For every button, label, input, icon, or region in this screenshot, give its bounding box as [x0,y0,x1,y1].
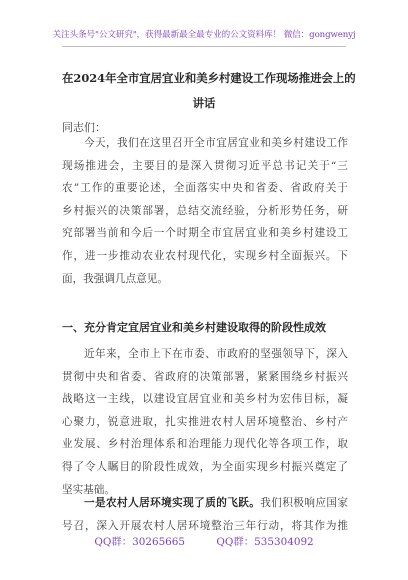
paragraph-line [62,492,348,515]
paragraph-line: 究部署当前和今后一个时期全市宜居宜业和美乡村建设工 [62,227,348,240]
paragraph-line: 作，进一步推动农业农村现代化，实现乡村全面振兴。下 [62,249,348,262]
footer-qq-group-1: QQ群：30265665 [94,536,186,548]
paragraph-3 [62,492,348,537]
salutation: 同志们： [62,121,106,134]
header-divider [62,46,346,47]
paragraph-bold-lead: 一是农村人居环境实现了质的飞跃。 [84,497,261,509]
paragraph-line: 战略这一主线，以建设宜居宜业和美乡村为宏伟目标，凝 [62,393,348,406]
document-title-line-2: 讲话 [192,96,216,110]
header-watermark: 关注头条号"公文研究"，获得最新最全最专业的公文资料库！ 微信：gongwenyj [52,30,356,40]
paragraph-line: 乡村振兴的决策部署，总结交流经验，分析形势任务，研 [62,204,348,217]
paragraph-line: 业发展、乡村治理体系和治理能力现代化等各项工作，取 [62,438,348,451]
paragraph-1 [62,132,348,290]
paragraph-line: 今天，我们在这里召开全市宜居宜业和美乡村建设工作 [84,137,348,149]
section-heading-1: 一、充分肯定宜居宜业和美乡村建设取得的阶段性成效 [62,321,326,334]
paragraph-line: 心聚力，锐意进取，扎实推进农村人居环境整治、乡村产 [62,415,348,428]
paragraph-line: 现场推进会，主要目的是深入贯彻习近平总书记关于“三 [62,159,348,172]
paragraph-line: 得了令人瞩目的阶段性成效，为全面实现乡村振兴奠定了 [62,460,348,473]
paragraph-text: 我们积极响应国家 [260,497,348,509]
footer-watermark [0,533,408,548]
paragraph-line: 农”工作的重要论述，全面落实中央和省委、省政府关于 [62,182,348,195]
paragraph-line: 贯彻中央和省委、省政府的决策部署，紧紧围绕乡村振兴 [62,370,348,383]
paragraph-line: 坚实基础。 [62,483,115,496]
paragraph-line: 近年来，全市上下在市委、市政府的坚强领导下，深入 [84,348,348,360]
document-title-line-1: 在2024年全市宜居宜业和美乡村建设工作现场推进会上的 [62,71,356,85]
paragraph-line: 面，我强调几点意见。 [62,272,168,285]
document-title [62,66,356,116]
footer-qq-group-2: QQ群：535304092 [216,536,314,548]
paragraph-2 [62,343,348,501]
paragraph-line: 号召，深入开展农村人居环境整治三年行动，将其作为推 [62,519,348,532]
